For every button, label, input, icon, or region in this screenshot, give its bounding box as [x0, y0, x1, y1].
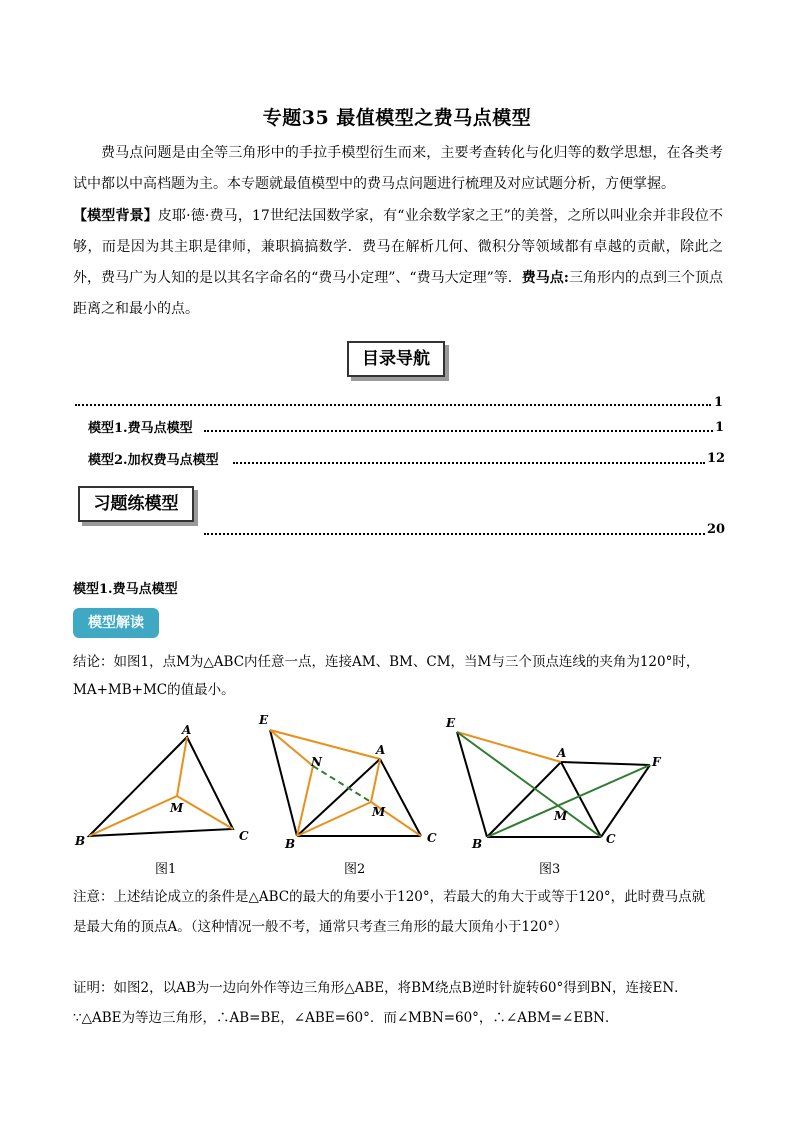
conclusion-text — [73, 648, 723, 704]
segment-ac — [561, 762, 601, 837]
label-b: B — [285, 837, 296, 851]
label-c: C — [606, 832, 616, 846]
conclusion-line-1: 结论：如图1，点M为△ABC内任意一点，连接AM、BM、CM，当M与三个顶点连线的夹角为120°时， — [73, 654, 700, 670]
toc-heading: 目录导航 — [347, 341, 445, 377]
model-interpretation-badge: 模型解读 — [73, 608, 159, 638]
toc-first-page[interactable]: 1 — [714, 395, 724, 410]
note-text — [73, 882, 723, 942]
label-a: A — [376, 743, 386, 757]
toc-dotted-leader — [204, 430, 713, 432]
label-f: F — [652, 755, 661, 769]
page-title: 专题35 最值模型之费马点模型 — [262, 107, 532, 129]
exercise-heading: 习题练模型 — [78, 486, 194, 522]
figure-1-caption: 图1 — [155, 862, 177, 877]
toc-entry-model2[interactable]: 模型2.加权费马点模型 — [88, 453, 219, 468]
label-e: E — [446, 716, 456, 730]
label-n: N — [311, 755, 322, 769]
exercise-page[interactable]: 20 — [707, 522, 726, 537]
figure-1 — [74, 723, 249, 848]
note-line-1: 注意：上述结论成立的条件是△ABC的最大的角要小于120°，若最大的角大于或等于120°，此时费马点就 — [73, 889, 706, 905]
label-c: C — [427, 831, 437, 845]
segment-mb — [297, 802, 371, 836]
toc-dotted-leader — [75, 404, 711, 406]
figure-3-caption: 图3 — [539, 862, 561, 877]
background-text: 皮耶·德·费马，17世纪法国数学家，有“业余数学家之王”的美誉，之所以叫业余并非段位不够，而是因为其主职是律师，兼职搞搞数学．费马在解析几何、微积分等领域都有卓越的贡献，除此之外，费马广为人知的是以其名字命名的“费马小定理”、“费马大定理”等． — [73, 208, 723, 286]
toc-entry-model1[interactable]: 模型1.费马点模型 — [88, 421, 193, 436]
triangle-abc — [89, 737, 233, 836]
toc-page-model2[interactable]: 12 — [707, 451, 726, 466]
note-line-2: 是最大角的顶点A。（这种情况一般不考，通常只考查三角形的最大顶角小于120°） — [73, 919, 568, 935]
figure-3 — [445, 716, 662, 851]
segment-af — [561, 762, 650, 765]
toc-dotted-leader — [233, 462, 705, 464]
section-title: 模型1.费马点模型 — [73, 582, 178, 597]
intro-paragraph: 费马点问题是由全等三角形中的手拉手模型衍生而来，主要考查转化与化归等的数学思想，在各类考试中都以中高档题为主。本专题就最值模型中的费马点问题进行梳理及对应试题分析，方便掌握。 — [73, 145, 723, 192]
figure-2-caption: 图2 — [344, 862, 366, 877]
segment-nm-dashed — [313, 766, 371, 802]
segment-ac — [380, 759, 421, 836]
segment-ab — [297, 759, 380, 836]
label-m: M — [372, 805, 386, 819]
background-paragraph — [73, 201, 723, 325]
background-label: 【模型背景】 — [73, 208, 158, 224]
fermat-definition: 三角形内的点到三个顶点距离之和最小的点。 — [73, 270, 723, 317]
toc-dotted-leader — [204, 533, 705, 535]
proof-line-2: ∵△ABE为等边三角形，∴AB=BE，∠ABE=60°．而∠MBN=60°，∴∠ABM=∠EBN． — [73, 1010, 619, 1026]
segment-eb — [270, 730, 297, 836]
label-a: A — [182, 723, 192, 737]
label-m: M — [554, 809, 568, 823]
label-b: B — [472, 837, 483, 851]
segment-nb — [297, 766, 313, 836]
label-m: M — [170, 801, 184, 815]
label-a: A — [557, 746, 567, 760]
figures — [60, 710, 740, 880]
label-b: B — [75, 834, 86, 848]
figure-2 — [258, 713, 437, 851]
toc-page-model1[interactable]: 1 — [715, 420, 725, 435]
segment-eb — [457, 732, 487, 837]
conclusion-line-2: MA+MB+MC的值最小。 — [73, 682, 235, 698]
fermat-term: 费马点: — [521, 270, 569, 286]
segment-bm — [89, 796, 177, 836]
proof-text — [73, 973, 723, 1033]
label-c: C — [239, 829, 249, 843]
segment-ea — [457, 732, 561, 762]
label-e: E — [259, 713, 269, 727]
segment-ec — [457, 732, 601, 837]
proof-line-1: 证明：如图2，以AB为一边向外作等边三角形△ABE，将BM绕点B逆时针旋转60°得到BN，连接EN． — [73, 980, 688, 996]
